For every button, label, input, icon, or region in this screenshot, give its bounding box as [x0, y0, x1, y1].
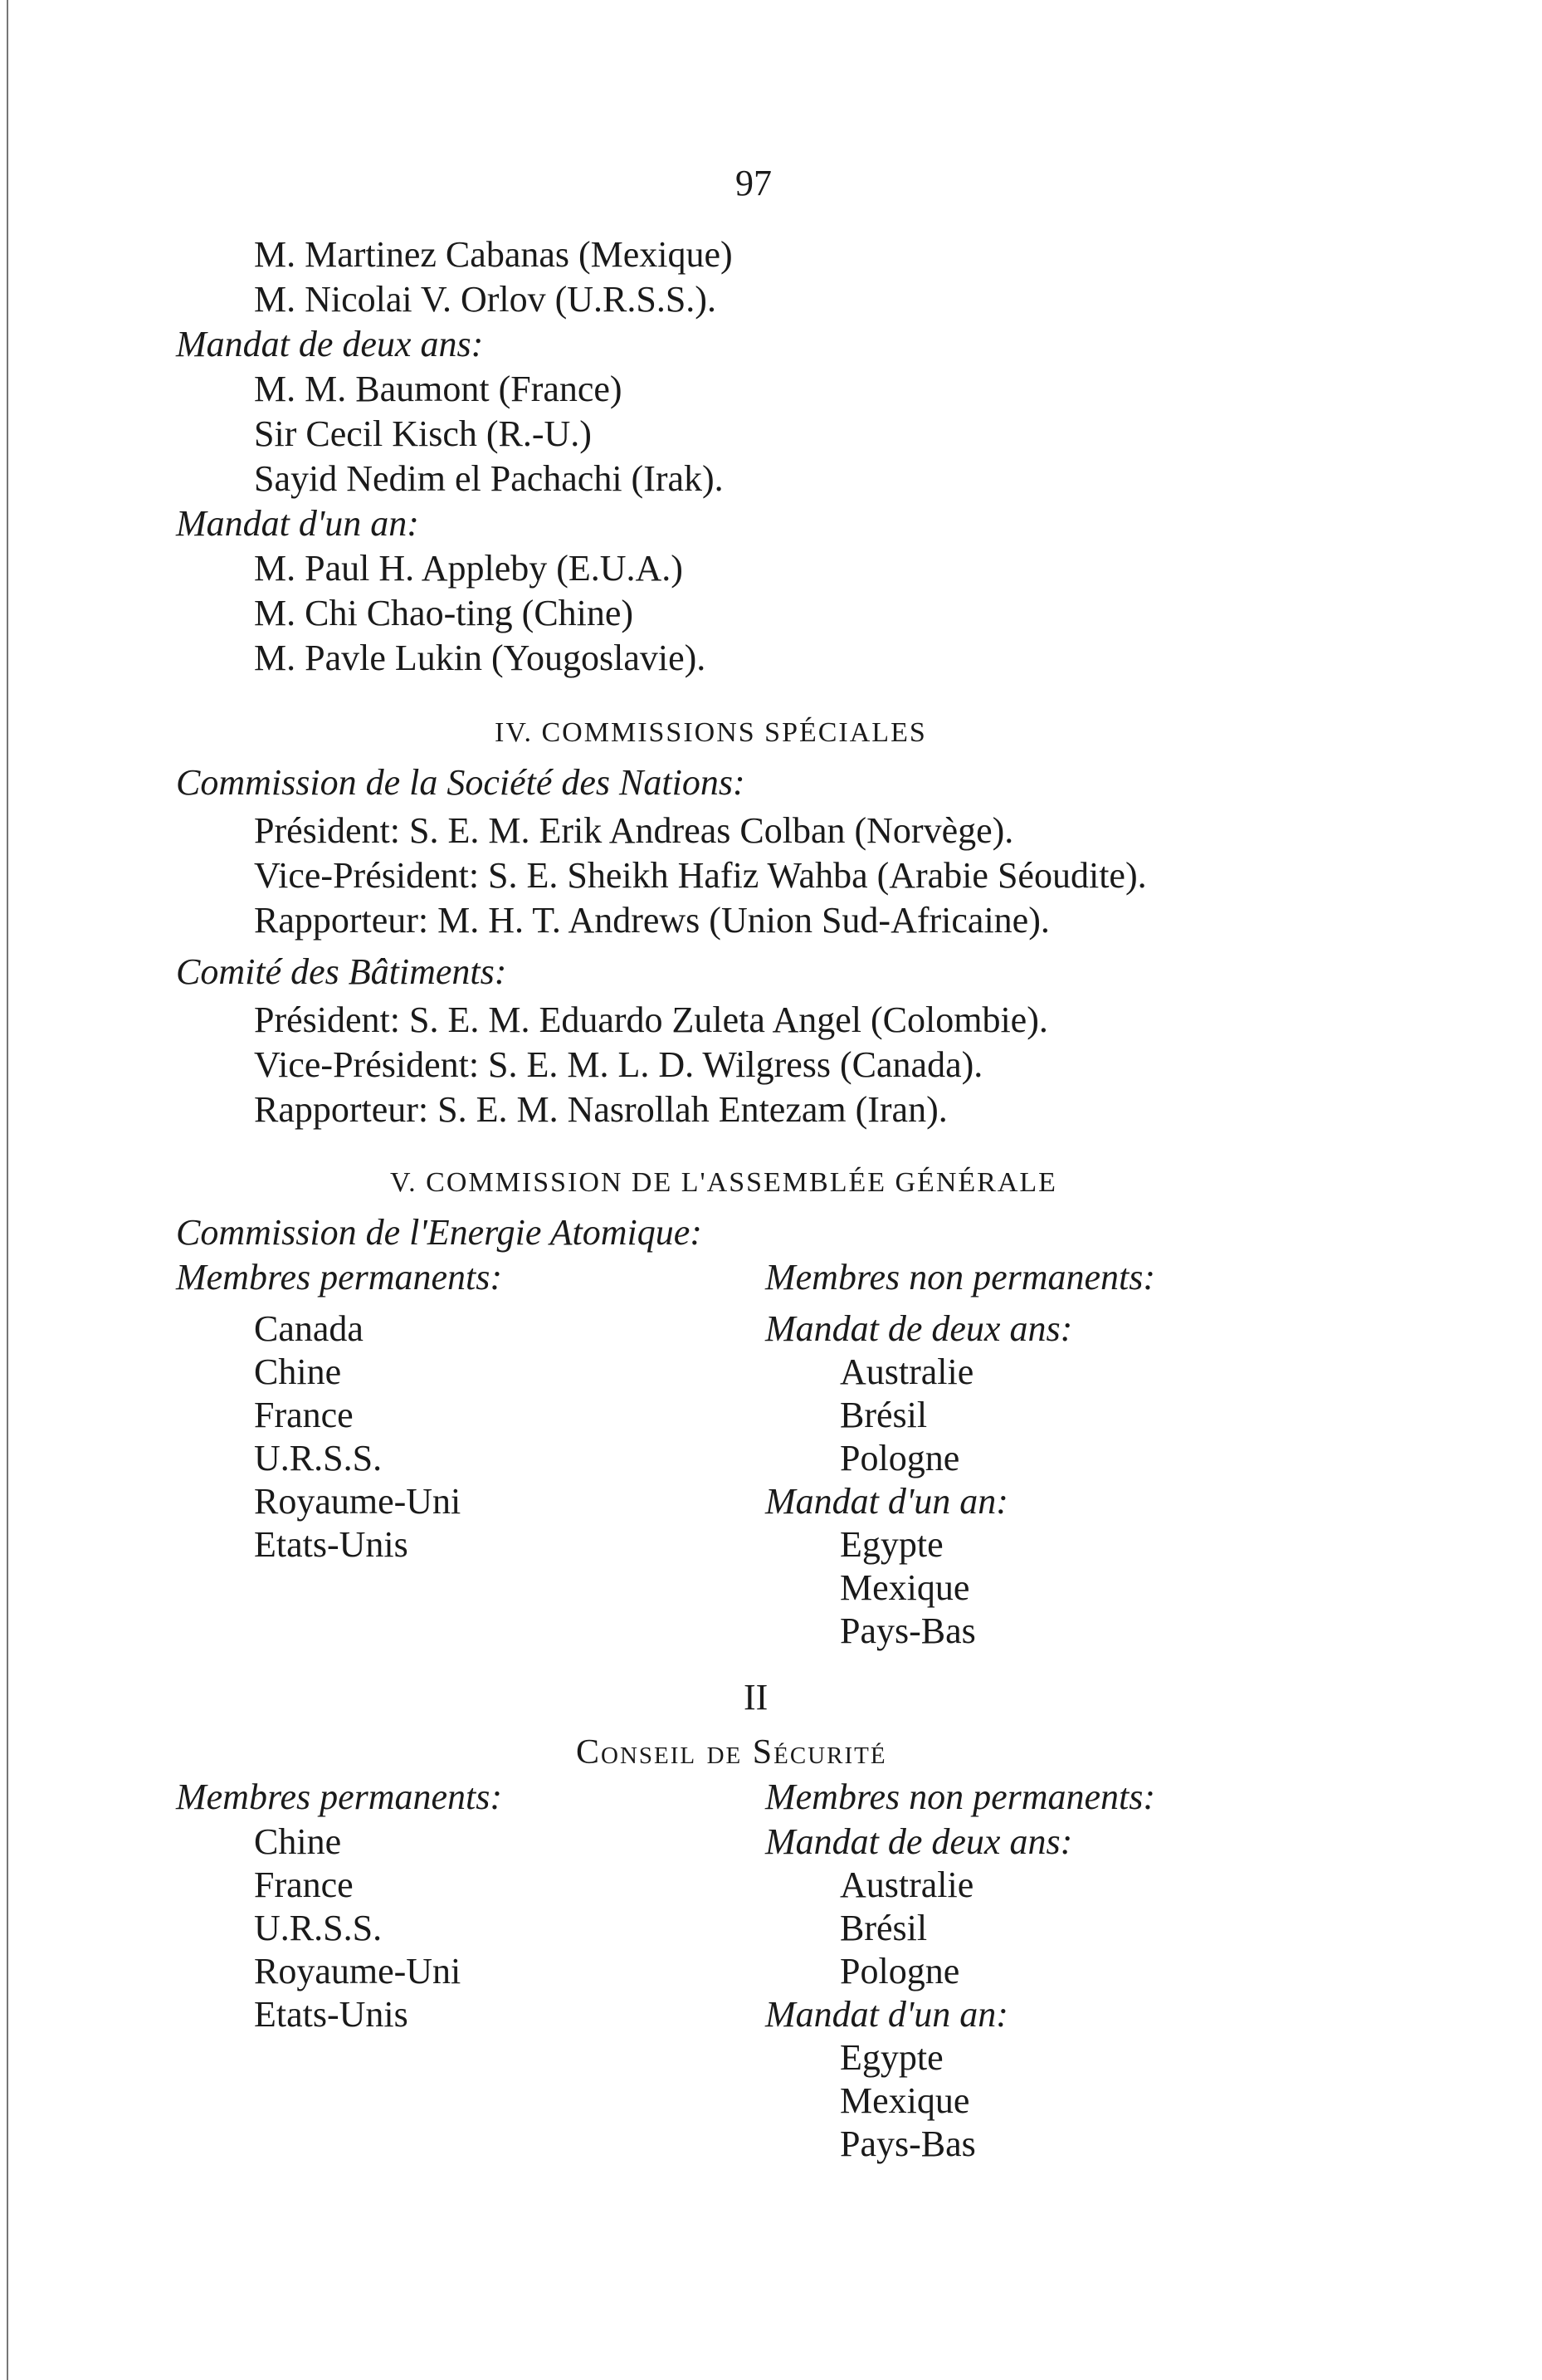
member-line: M. Paul H. Appleby (E.U.A.) [254, 548, 683, 589]
permanent-member: Chine [254, 1821, 342, 1862]
non-permanent-member: Egypte [840, 1524, 944, 1565]
batiments-committee-label: Comité des Bâtiments: [176, 951, 507, 992]
member-line: M. Pavle Lukin (Yougoslavie). [254, 638, 706, 678]
permanent-member: Royaume-Uni [254, 1481, 461, 1522]
member-line: M. Martinez Cabanas (Mexique) [254, 234, 733, 275]
permanent-member: France [254, 1395, 354, 1435]
non-permanent-member: Pologne [840, 1438, 960, 1478]
non-permanent-member: Australie [840, 1864, 974, 1905]
non-permanent-members-label: Membres non permanents: [765, 1257, 1156, 1298]
permanent-members-label: Membres permanents: [176, 1776, 503, 1817]
part-numeral: II [744, 1677, 769, 1718]
permanent-member: Etats-Unis [254, 1524, 408, 1565]
scan-margin-line [7, 0, 8, 2380]
atomic-commission-label: Commission de l'Energie Atomique: [176, 1212, 702, 1253]
non-permanent-members-label: Membres non permanents: [765, 1776, 1156, 1817]
mandat-un-label: Mandat d'un an: [176, 503, 419, 544]
officer-line: Rapporteur: M. H. T. Andrews (Union Sud-Africaine). [254, 900, 1050, 941]
permanent-members-label: Membres permanents: [176, 1257, 503, 1298]
sdn-commission-label: Commission de la Société des Nations: [176, 762, 745, 803]
member-line: Sir Cecil Kisch (R.-U.) [254, 413, 592, 454]
permanent-member: Chine [254, 1351, 342, 1392]
mandat-deux-label: Mandat de deux ans: [765, 1821, 1073, 1862]
mandat-un-label: Mandat d'un an: [765, 1994, 1008, 2035]
non-permanent-member: Pays-Bas [840, 2123, 976, 2164]
page-number: 97 [735, 163, 772, 203]
non-permanent-member: Pologne [840, 1951, 960, 1991]
non-permanent-member: Mexique [840, 2080, 970, 2121]
mandat-un-label: Mandat d'un an: [765, 1481, 1008, 1522]
section-heading-iv: IV. COMMISSIONS SPÉCIALES [495, 717, 927, 748]
officer-line: Président: S. E. M. Erik Andreas Colban (Norvège). [254, 810, 1014, 851]
mandat-deux-label: Mandat de deux ans: [765, 1308, 1073, 1349]
member-line: M. Nicolai V. Orlov (U.R.S.S.). [254, 279, 716, 320]
mandat-deux-label: Mandat de deux ans: [176, 324, 484, 364]
officer-line: Rapporteur: S. E. M. Nasrollah Entezam (Iran). [254, 1089, 948, 1130]
non-permanent-member: Mexique [840, 1567, 970, 1608]
permanent-member: France [254, 1864, 354, 1905]
non-permanent-member: Egypte [840, 2037, 944, 2078]
non-permanent-member: Brésil [840, 1908, 928, 1948]
permanent-member: U.R.S.S. [254, 1438, 383, 1478]
member-line: M. M. Baumont (France) [254, 369, 622, 409]
officer-line: Vice-Président: S. E. M. L. D. Wilgress (Canada). [254, 1044, 983, 1085]
member-line: Sayid Nedim el Pachachi (Irak). [254, 458, 724, 499]
permanent-member: Royaume-Uni [254, 1951, 461, 1991]
permanent-member: Etats-Unis [254, 1994, 408, 2035]
non-permanent-member: Brésil [840, 1395, 928, 1435]
member-line: M. Chi Chao-ting (Chine) [254, 593, 634, 633]
non-permanent-member: Australie [840, 1351, 974, 1392]
non-permanent-member: Pays-Bas [840, 1610, 976, 1651]
officer-line: Président: S. E. M. Eduardo Zuleta Angel (Colombie). [254, 999, 1048, 1040]
officer-line: Vice-Président: S. E. Sheikh Hafiz Wahba (Arabie Séoudite). [254, 855, 1147, 896]
section-heading-v: V. COMMISSION DE L'ASSEMBLÉE GÉNÉRALE [390, 1167, 1057, 1198]
permanent-member: U.R.S.S. [254, 1908, 383, 1948]
permanent-member: Canada [254, 1308, 364, 1349]
security-council-title: Conseil de Sécurité [576, 1733, 887, 1772]
